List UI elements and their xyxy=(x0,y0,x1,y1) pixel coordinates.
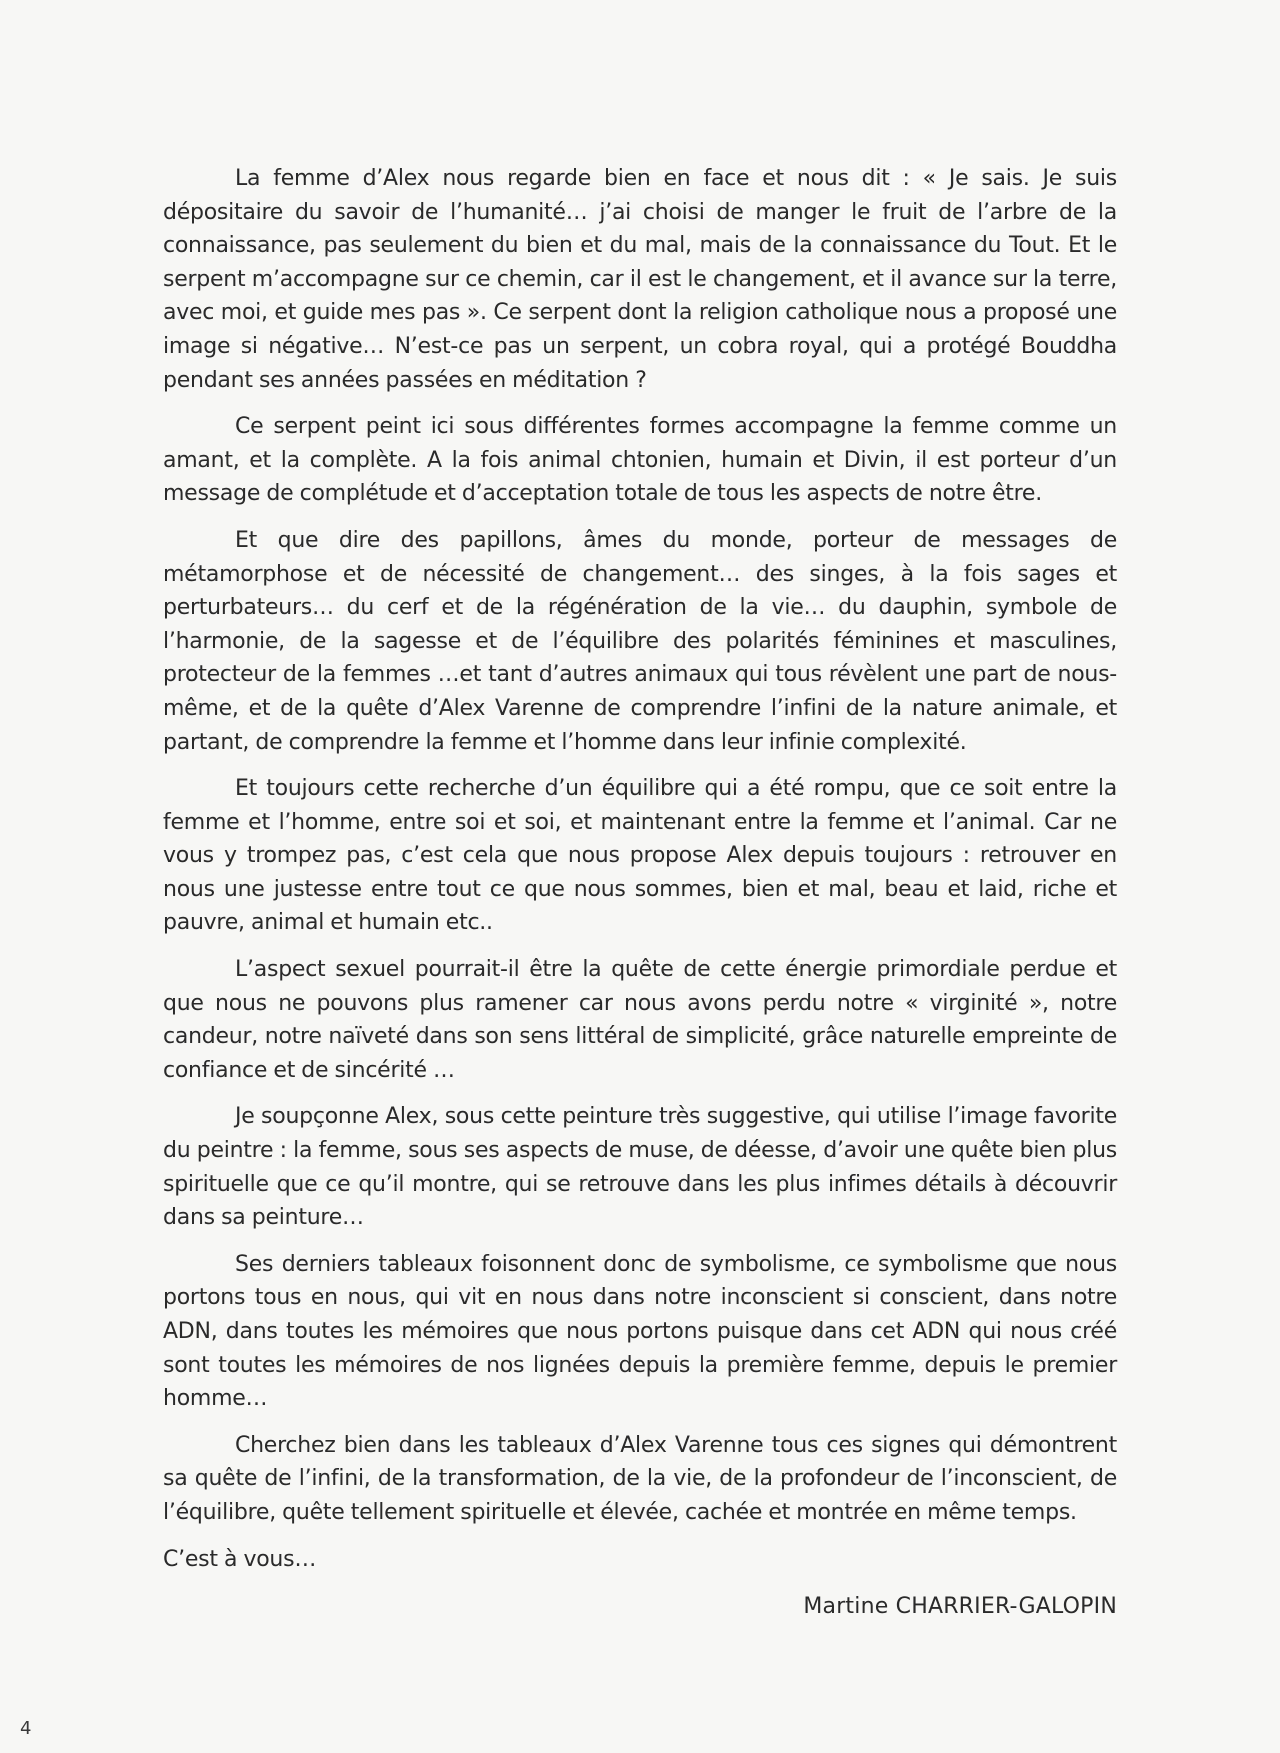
paragraph-2: Ce serpent peint ici sous différentes formes accompagne la femme comme un amant, et la complète. A la fois animal chtonien, humain et Divin, il est porteur d’un message de complétude et d’acceptation totale de tous les aspects de notre être. xyxy=(163,414,1117,507)
paragraph-7: Ses derniers tableaux foisonnent donc de symbolisme, ce symbolisme que nous portons tous en nous, qui vit en nous dans notre inconscient si conscient, dans notre ADN, dans toutes les mémoires que nous portons puisque dans cet ADN qui nous créé sont toutes les mémoires de nos lignées depuis la première femme, depuis le premier homme… xyxy=(163,1251,1117,1412)
document-body xyxy=(163,162,1117,1624)
paragraph-4: Et toujours cette recherche d’un équilibre qui a été rompu, que ce soit entre la femme et l’homme, entre soi et soi, et maintenant entre la femme et l’animal. Car ne vous y trompez pas, c’est cela que nous propose Alex depuis toujours : retrouver en nous une justesse entre tout ce que nous sommes, bien et mal, beau et laid, riche et pauvre, animal et humain etc.. xyxy=(163,776,1117,936)
paragraph-3: Et que dire des papillons, âmes du monde, porteur de messages de métamorphose et de nécessité de changement… des singes, à la fois sages et perturbateurs… du cerf et de la régénération de la vie… du dauphin, symbole de l’harmonie, de la sagesse et de l’équilibre des polarités féminines et masculines, protecteur de la femmes …et tant d’autres animaux qui tous révèlent une part de nous-même, et de la quête d’Alex Varenne de comprendre l’infini de la nature animale, et partant, de comprendre la femme et l’homme dans leur infinie complexité. xyxy=(163,527,1117,755)
closing-line: C’est à vous… xyxy=(163,1546,317,1572)
author-signature: Martine CHARRIER-GALOPIN xyxy=(803,1594,1117,1620)
paragraph-6: Je soupçonne Alex, sous cette peinture très suggestive, qui utilise l’image favorite du peintre : la femme, sous ses aspects de muse, de déesse, d’avoir une quête bien plus spirituelle que ce qu’il montre, qui se retrouve dans les plus infimes détails à découvrir dans sa peinture… xyxy=(163,1104,1117,1231)
page-number: 4 xyxy=(20,1718,32,1739)
paragraph-5: L’aspect sexuel pourrait-il être la quête de cette énergie primordiale perdue et que nous ne pouvons plus ramener car nous avons perdu notre « virginité », notre candeur, notre naïveté dans son sens littéral de simplicité, grâce naturelle empreinte de confiance et de sincérité … xyxy=(163,957,1117,1083)
paragraph-8: Cherchez bien dans les tableaux d’Alex Varenne tous ces signes qui démontrent sa quête de l’infini, de la transformation, de la vie, de la profondeur de l’inconscient, de l’équilibre, quête tellement spirituelle et élevée, cachée et montrée en même temps. xyxy=(163,1432,1117,1525)
paragraph-1: La femme d’Alex nous regarde bien en face et nous dit : « Je sais. Je suis dépositaire du savoir de l’humanité… j’ai choisi de manger le fruit de l’arbre de la connaissance, pas seulement du bien et du mal, mais de la connaissance du Tout. Et le serpent m’accompagne sur ce chemin, car il est le changement, et il avance sur la terre, avec moi, et guide mes pas ». Ce serpent dont la religion catholique nous a proposé une image si négative… N’est-ce pas un serpent, un cobra royal, qui a protégé Bouddha pendant ses années passées en méditation ? xyxy=(163,166,1117,393)
